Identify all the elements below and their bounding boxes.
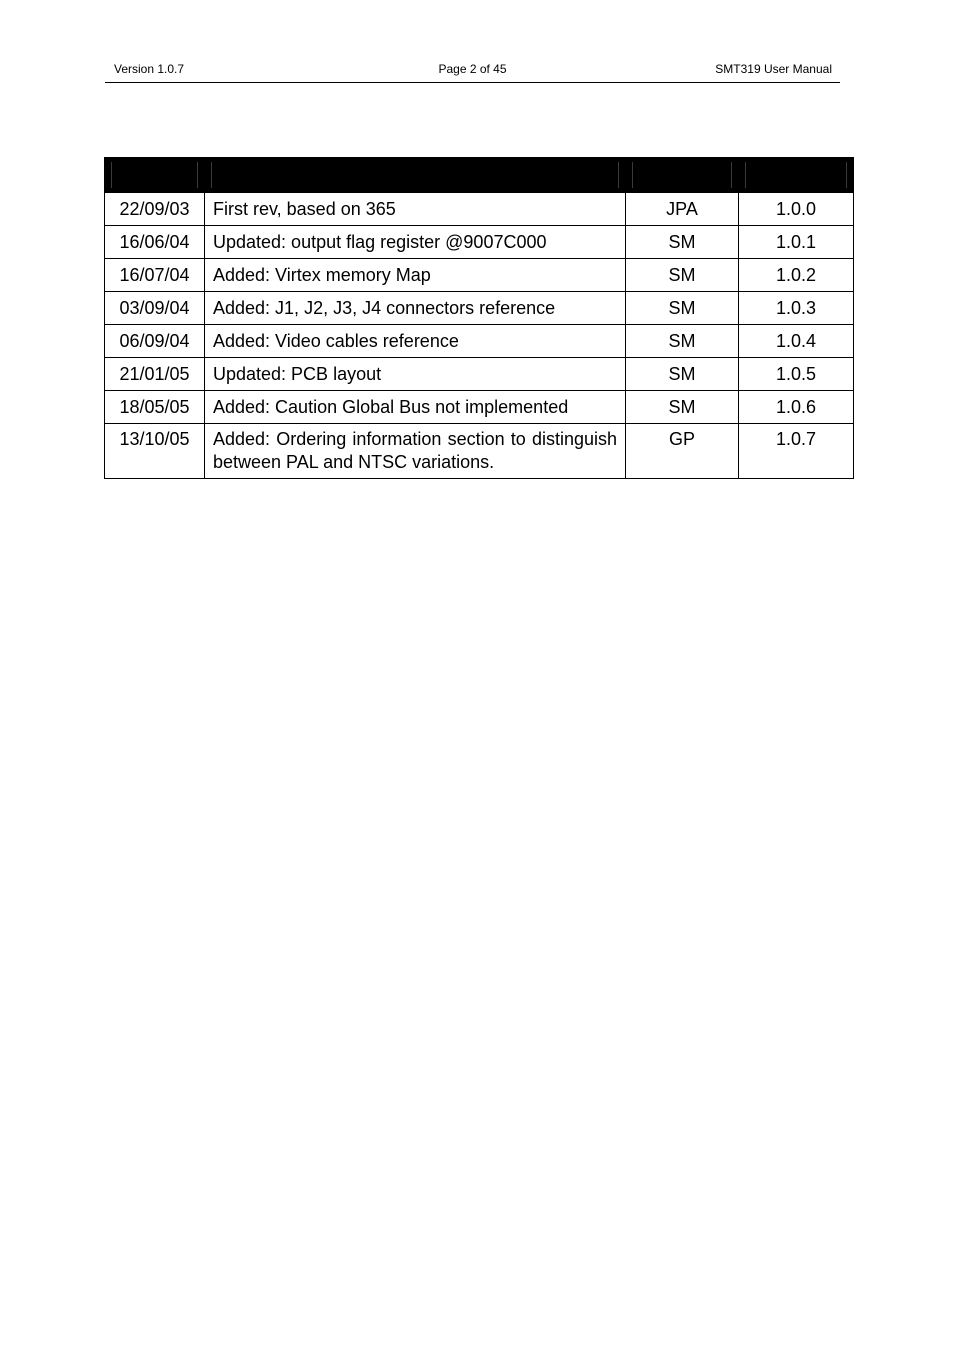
cell-date: 03/09/04 — [105, 292, 205, 325]
cell-revision: 1.0.4 — [739, 325, 854, 358]
cell-description: Added: Caution Global Bus not implemented — [205, 391, 626, 424]
cell-revision: 1.0.7 — [739, 424, 854, 479]
cell-description: First rev, based on 365 — [205, 193, 626, 226]
column-header-revision — [739, 158, 854, 193]
cell-author: SM — [626, 391, 739, 424]
cell-author: GP — [626, 424, 739, 479]
cell-author: SM — [626, 226, 739, 259]
cell-description: Updated: PCB layout — [205, 358, 626, 391]
header-page-number: Page 2 of 45 — [438, 62, 507, 76]
cell-revision: 1.0.2 — [739, 259, 854, 292]
table-row — [105, 193, 854, 226]
cell-date: 21/01/05 — [105, 358, 205, 391]
cell-revision: 1.0.1 — [739, 226, 854, 259]
cell-author: SM — [626, 358, 739, 391]
table-header-row — [105, 158, 854, 193]
page-header — [105, 60, 840, 83]
column-header-description — [205, 158, 626, 193]
cell-date: 16/06/04 — [105, 226, 205, 259]
column-header-author — [626, 158, 739, 193]
table-row — [105, 424, 854, 479]
revision-history-table — [104, 157, 854, 479]
cell-revision: 1.0.3 — [739, 292, 854, 325]
cell-date: 13/10/05 — [105, 424, 205, 479]
header-document-title: SMT319 User Manual — [715, 62, 832, 76]
cell-date: 18/05/05 — [105, 391, 205, 424]
cell-author: SM — [626, 259, 739, 292]
cell-revision: 1.0.6 — [739, 391, 854, 424]
cell-date: 06/09/04 — [105, 325, 205, 358]
table-row — [105, 226, 854, 259]
cell-author: SM — [626, 325, 739, 358]
cell-author: SM — [626, 292, 739, 325]
column-header-date — [105, 158, 205, 193]
header-version: Version 1.0.7 — [114, 62, 185, 76]
cell-revision: 1.0.0 — [739, 193, 854, 226]
table-row — [105, 259, 854, 292]
table-row — [105, 325, 854, 358]
cell-revision: 1.0.5 — [739, 358, 854, 391]
cell-date: 22/09/03 — [105, 193, 205, 226]
cell-description: Added: Ordering information section to distinguish between PAL and NTSC variations. — [205, 424, 626, 479]
table-row — [105, 391, 854, 424]
cell-description: Updated: output flag register @9007C000 — [205, 226, 626, 259]
table-row — [105, 358, 854, 391]
cell-description: Added: J1, J2, J3, J4 connectors reference — [205, 292, 626, 325]
cell-date: 16/07/04 — [105, 259, 205, 292]
cell-description: Added: Video cables reference — [205, 325, 626, 358]
table-row — [105, 292, 854, 325]
cell-description: Added: Virtex memory Map — [205, 259, 626, 292]
cell-author: JPA — [626, 193, 739, 226]
